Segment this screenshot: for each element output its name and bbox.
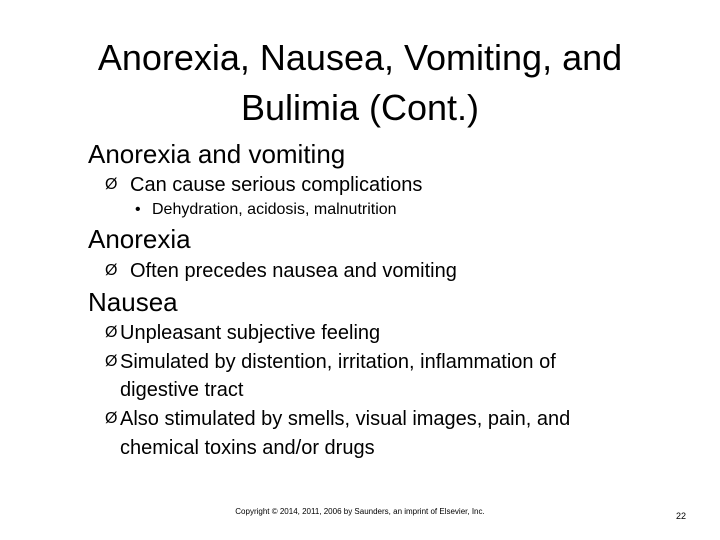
subbullet-precedes-nausea: Often precedes nausea and vomiting (130, 260, 457, 282)
subbullet-simulated-line-2: digestive tract (120, 379, 244, 401)
copyright-footer: Copyright © 2014, 2011, 2006 by Saunders, an imprint of Elsevier, Inc. (235, 507, 485, 516)
arrow-bullet-icon: Ø (105, 324, 118, 341)
bullet-anorexia-and-vomiting: Anorexia and vomiting (88, 139, 346, 169)
title-line-1: Anorexia, Nausea, Vomiting, and (97, 37, 623, 78)
bullet-anorexia: Anorexia (88, 224, 191, 254)
arrow-bullet-icon: Ø (105, 176, 118, 193)
arrow-bullet-icon: Ø (105, 353, 118, 370)
subbullet-simulated-line-1: Simulated by distention, irritation, inflammation of (120, 351, 556, 373)
bullet-nausea: Nausea (88, 287, 178, 317)
dot-bullet-icon: • (135, 201, 141, 218)
subbullet-unpleasant-feeling: Unpleasant subjective feeling (120, 322, 381, 344)
page-number: 22 (676, 511, 687, 521)
slide-title (40, 33, 680, 133)
subbullet-also-stimulated-line-1: Also stimulated by smells, visual images, pain, and (120, 408, 571, 430)
subsubbullet-dehydration: Dehydration, acidosis, malnutrition (152, 201, 397, 218)
title-line-2: Bulimia (Cont.) (240, 87, 480, 128)
subbullet-also-stimulated-line-2: chemical toxins and/or drugs (120, 437, 375, 459)
arrow-bullet-icon: Ø (105, 410, 118, 427)
subbullet-serious-complications: Can cause serious complications (130, 174, 423, 196)
arrow-bullet-icon: Ø (105, 262, 118, 279)
